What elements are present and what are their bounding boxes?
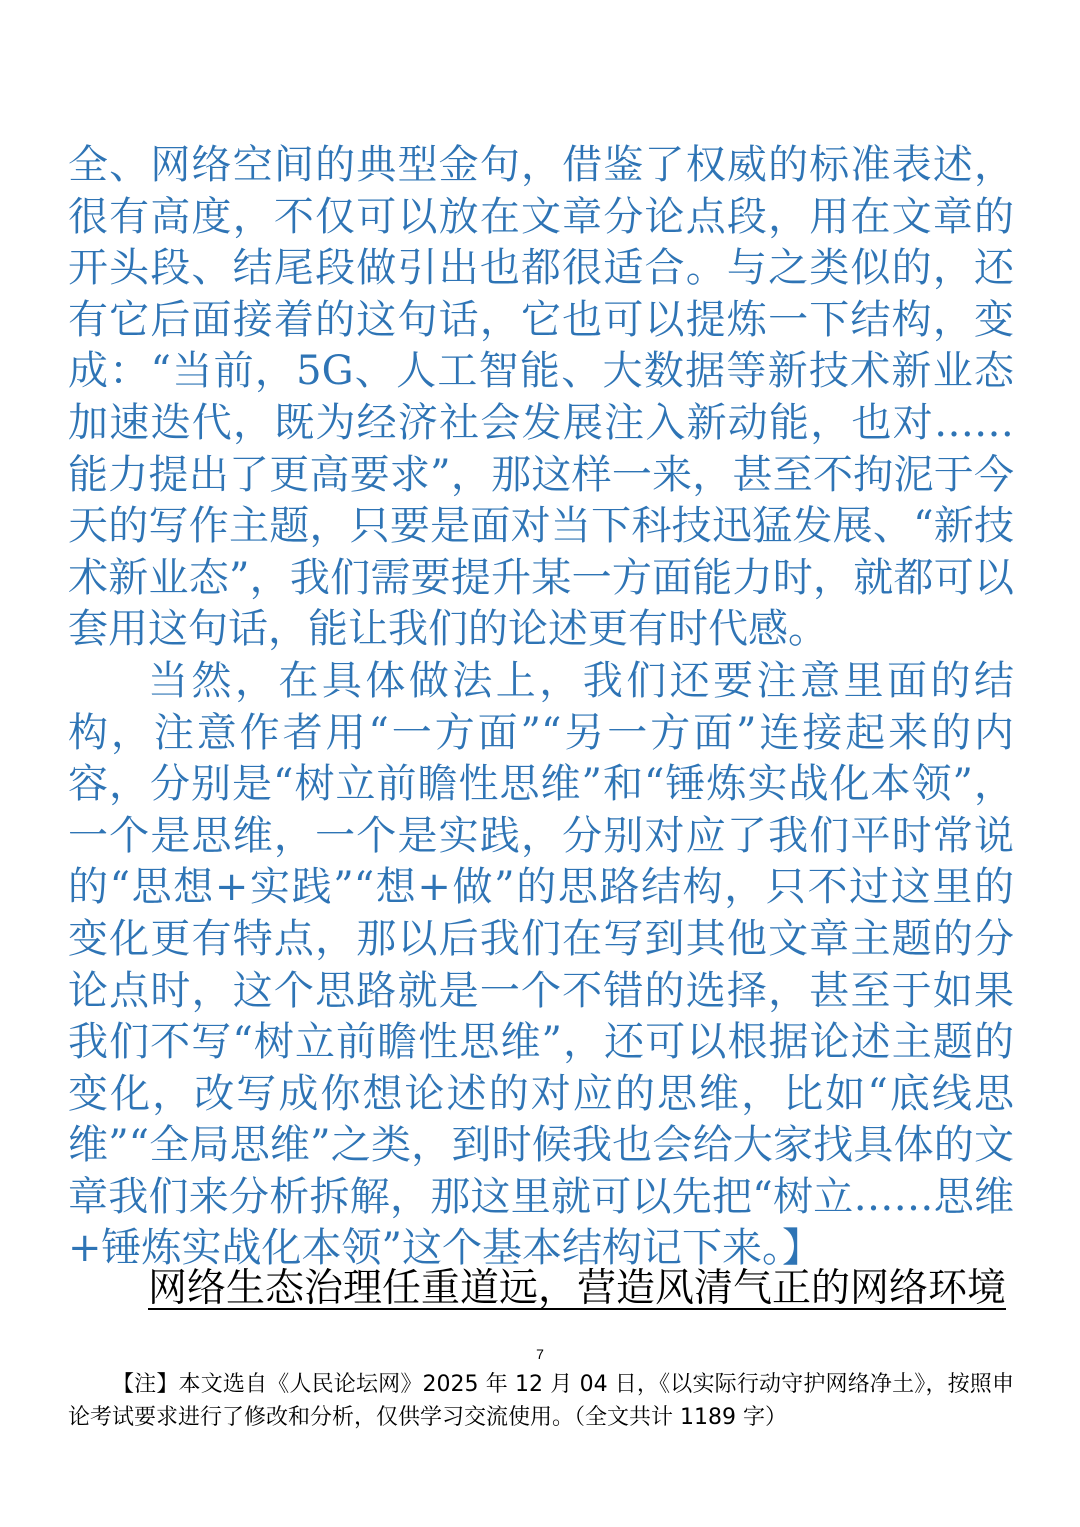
article-body [68,140,1014,1275]
footnote: 【注】本文选自《人民论坛网》2025 年 12 月 04 日，《以实际行动守护网络净土》，按照申论考试要求进行了修改和分析，仅供学习交流使用。（全文共计 1189 字） [68,1372,1014,1430]
analysis-paragraph-2: 当然，在具体做法上，我们还要注意里面的结构，注意作者用“一方面”“另一方面”连接起来的内容，分别是“树立前瞻性思维”和“锤炼实战化本领”，一个是思维，一个是实践，分别对应了我们平时常说的“思想+实践”“想+做”的思路结构，只不过这里的变化更有特点，那以后我们在写到其他文章主题的分论点时，这个思路就是一个不错的选择，甚至于如果我们不写“树立前瞻性思维”，还可以根据论述主题的变化，改写成你想论述的对应的思维，比如“底线思维”“全局思维”之类，到时候我也会给大家找具体的文章我们来分析拆解，那这里就可以先把“树立……思维+锤炼实战化本领”这个基本结构记下来。】 [68,657,1014,1272]
section-heading: 网络生态治理任重道远，营造风清气正的网络环境 [148,1266,1007,1311]
page-number: 7 [536,1346,544,1362]
analysis-paragraph-1: 全、网络空间的典型金句，借鉴了权威的标准表述，很有高度，不仅可以放在文章分论点段，用在文章的开头段、结尾段做引出也都很适合。与之类似的，还有它后面接着的这句话，它也可以提炼一下结构，变成：“当前，5G、人工智能、大数据等新技术新业态加速迭代，既为经济社会发展注入新动能，也对……能力提出了更高要求”，那这样一来，甚至不拘泥于今天的写作主题，只要是面对当下科技迅猛发展、“新技术新业态”，我们需要提升某一方面能力时，就都可以套用这句话，能让我们的论述更有时代感。 [68,142,1014,653]
